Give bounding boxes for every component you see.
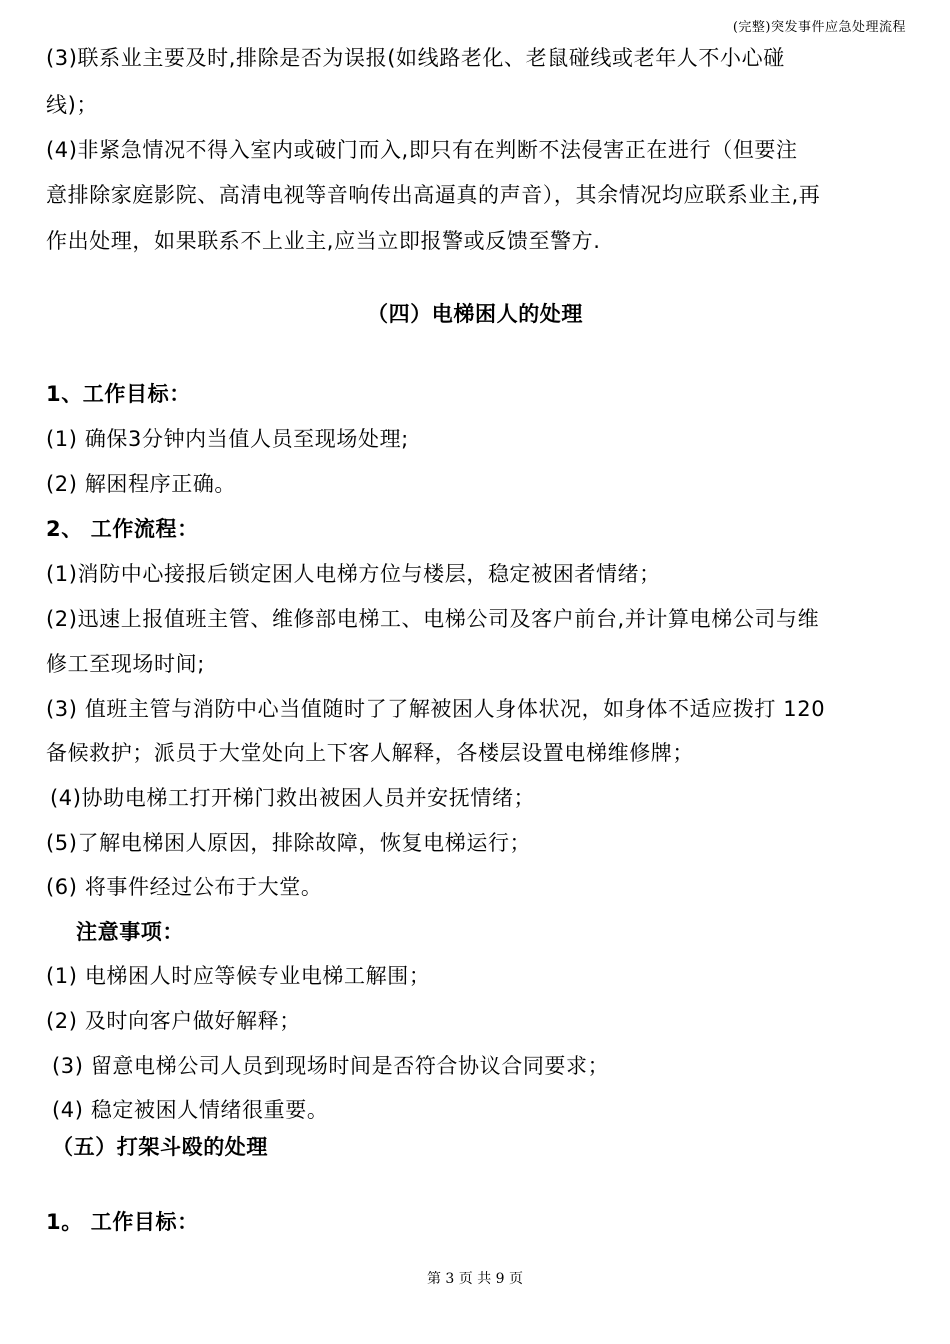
document-header-title: (完整)突发事件应急处理流程: [732, 20, 906, 35]
list-item: (5)了解电梯困人原因，排除故障，恢复电梯运行；: [46, 831, 532, 855]
list-item: (1) 确保3分钟内当值人员至现场处理;: [46, 427, 409, 451]
list-item: (2)迅速上报值班主管、维修部电梯工、电梯公司及客户前台,并计算电梯公司与维: [46, 607, 820, 631]
subheading-work-flow: 2、 工作流程：: [46, 517, 199, 541]
list-item: (4) 稳定被困人情绪很重要。: [52, 1098, 329, 1122]
list-item-continuation: 修工至现场时间;: [46, 652, 205, 676]
paragraph-line: 意排除家庭影院、高清电视等音响传出高逼真的声音），其余情况均应联系业主,再: [46, 183, 821, 207]
list-item: (2) 解困程序正确。: [46, 472, 237, 496]
list-item: (2) 及时向客户做好解释；: [46, 1009, 301, 1033]
section-heading-four: （四）电梯困人的处理: [367, 302, 583, 326]
paragraph-line: (3)联系业主要及时,排除是否为误报(如线路老化、老鼠碰线或老年人不小心碰: [46, 46, 785, 70]
section-heading-five: （五）打架斗殴的处理: [52, 1135, 268, 1159]
list-item: (1)消防中心接报后锁定困人电梯方位与楼层，稳定被困者情绪；: [46, 562, 661, 586]
subheading-work-goal: 1、工作目标：: [46, 382, 191, 406]
paragraph-line: (4)非紧急情况不得入室内或破门而入,即只有在判断不法侵害正在进行（但要注: [46, 138, 798, 162]
list-item: (6) 将事件经过公布于大堂。: [46, 875, 323, 899]
list-item: (4)协助电梯工打开梯门救出被困人员并安抚情绪；: [50, 786, 536, 810]
list-item: (1) 电梯困人时应等候专业电梯工解围；: [46, 964, 431, 988]
list-item: (3) 留意电梯公司人员到现场时间是否符合协议合同要求；: [52, 1054, 610, 1078]
subheading-work-goal: 1。 工作目标：: [46, 1210, 199, 1234]
paragraph-line: 作出处理，如果联系不上业主,应当立即报警或反馈至警方.: [46, 229, 601, 253]
page-number: 第 3 页 共 9 页: [426, 1271, 524, 1287]
subheading-notes: 注意事项：: [76, 920, 184, 944]
list-item-continuation: 备候救护；派员于大堂处向上下客人解释，各楼层设置电梯维修牌；: [46, 741, 694, 765]
paragraph-line: 线)；: [46, 93, 98, 117]
list-item: (3) 值班主管与消防中心当值随时了了解被困人身体状况，如身体不适应拨打 120: [46, 697, 826, 721]
